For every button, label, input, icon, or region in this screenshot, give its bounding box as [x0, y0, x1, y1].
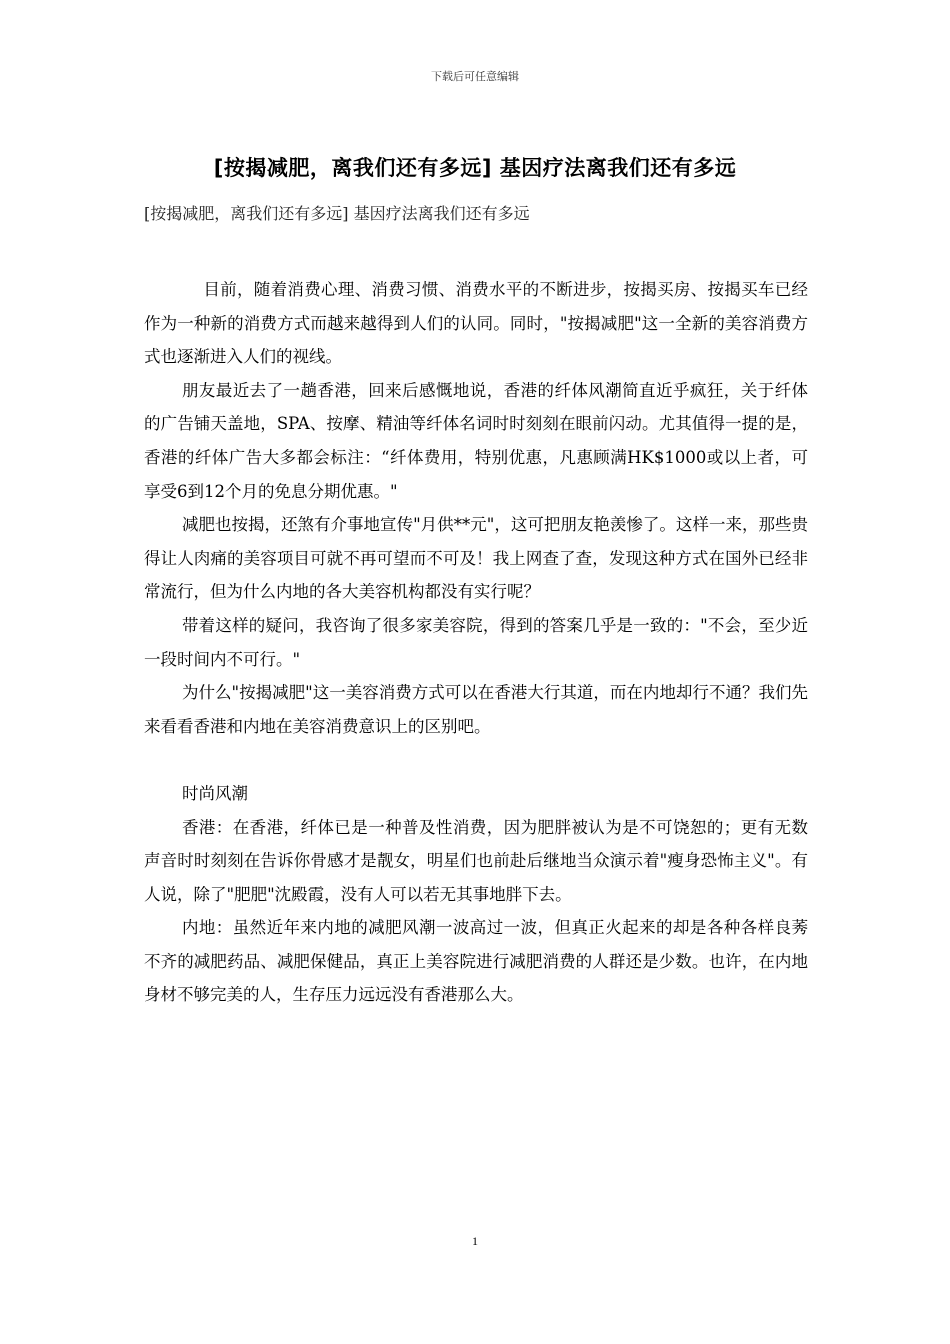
- paragraph: 目前，随着消费心理、消费习惯、消费水平的不断进步，按揭买房、按揭买车已经作为一种新的消费方式而越来越得到人们的认同。同时，"按揭减肥"这一全新的美容消费方式也逐渐进入人们的视线。: [144, 280, 808, 367]
- paragraph: 内地：虽然近年来内地的减肥风潮一波高过一波，但真正火起来的却是各种各样良莠不齐的减肥药品、减肥保健品，真正上美容院进行减肥消费的人群还是少数。也许，在内地身材不够完美的人，生存压力远远没有香港那么大。: [144, 918, 808, 1005]
- paragraph: 为什么"按揭减肥"这一美容消费方式可以在香港大行其道，而在内地却行不通？我们先来看看香港和内地在美容消费意识上的区别吧。: [144, 683, 808, 736]
- section-heading: 时尚风潮: [181, 783, 248, 803]
- paragraph-spacer: [144, 743, 808, 777]
- article-body: [144, 273, 808, 1012]
- document-title: [按揭减肥，离我们还有多远] 基因疗法离我们还有多远: [213, 156, 737, 180]
- paragraph: 香港：在香港，纤体已是一种普及性消费，因为肥胖被认为是不可饶恕的；更有无数声音时时刻刻在告诉你骨感才是靓女，明星们也前赴后继地当众演示着"瘦身恐怖主义"。有人说，除了"肥肥"沈殿霞，没有人可以若无其事地胖下去。: [144, 817, 808, 904]
- paragraph: 朋友最近去了一趟香港，回来后感慨地说，香港的纤体风潮简直近乎疯狂，关于纤体的广告铺天盖地，SPA、按摩、精油等纤体名词时时刻刻在眼前闪动。尤其值得一提的是，香港的纤体广告大多都会标注：“纤体费用，特别优惠，凡惠顾满HK$1000或以上者，可享受6到12个月的免息分期优惠。": [144, 380, 808, 501]
- header-note: 下载后可任意编辑: [431, 70, 519, 83]
- document-subtitle: [按揭减肥，离我们还有多远] 基因疗法离我们还有多远: [144, 204, 530, 223]
- page-number: 1: [472, 1234, 478, 1248]
- paragraph: 带着这样的疑问，我咨询了很多家美容院，得到的答案几乎是一致的："不会，至少近一段时间内不可行。": [144, 615, 808, 669]
- paragraph: 减肥也按揭，还煞有介事地宣传"月供**元"，这可把朋友艳羡惨了。这样一来，那些贵得让人肉痛的美容项目可就不再可望而不可及！我上网查了查，发现这种方式在国外已经非常流行，但为什么内地的各大美容机构都没有实行呢？: [144, 515, 808, 602]
